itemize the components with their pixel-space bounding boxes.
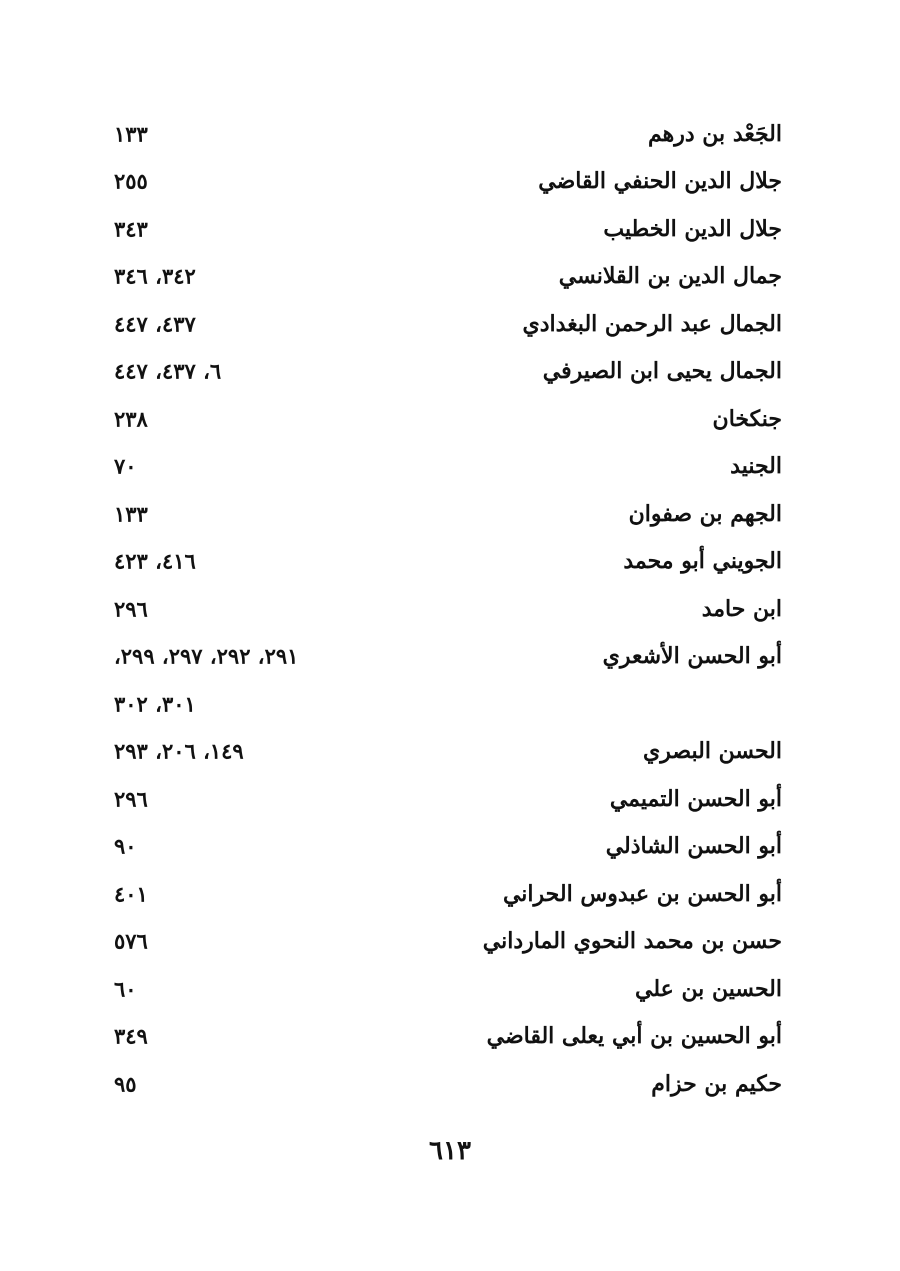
entry-page-numbers: ٣٠١، ٣٠٢ — [114, 691, 196, 717]
entry-name: حكيم بن حزام — [651, 1070, 782, 1097]
entry-page-numbers: ٢٩١، ٢٩٢، ٢٩٧، ٢٩٩، — [114, 643, 299, 669]
index-entry — [110, 300, 782, 348]
entry-page-numbers: ٤٠١ — [114, 881, 148, 907]
entry-page-numbers: ٢٥٥ — [114, 168, 148, 194]
entry-page-numbers: ٤١٦، ٤٢٣ — [114, 548, 196, 574]
entry-name: الجَعْد بن درهم — [647, 120, 782, 147]
entry-page-numbers: ٩٠ — [114, 833, 137, 859]
entry-page-numbers: ٧٠ — [114, 453, 137, 479]
entry-name: الحسين بن علي — [635, 975, 782, 1002]
index-entry — [110, 110, 782, 158]
entry-name: أبو الحسن التميمي — [609, 785, 782, 812]
entry-name: ابن حامد — [701, 595, 782, 622]
index-entry — [110, 205, 782, 253]
page-number: ٦١٣ — [429, 1136, 471, 1166]
index-entry — [110, 965, 782, 1013]
index-entry — [110, 253, 782, 301]
entry-name: أبو الحسن الشاذلي — [605, 833, 782, 860]
entry-name: جلال الدين الخطيب — [603, 215, 782, 242]
entry-name: أبو الحسين بن أبي يعلى القاضي — [486, 1023, 782, 1050]
index-entry-continuation — [110, 680, 782, 728]
index-entry — [110, 348, 782, 396]
entry-page-numbers: ١٤٩، ٢٠٦، ٢٩٣ — [114, 738, 244, 764]
index-entry — [110, 1060, 782, 1108]
entry-page-numbers: ٣٤٩ — [114, 1023, 148, 1049]
entry-page-numbers: ٦، ٤٣٧، ٤٤٧ — [114, 358, 222, 384]
entry-name: الجهم بن صفوان — [628, 500, 782, 527]
index-entry — [110, 158, 782, 206]
entry-page-numbers: ٦٠ — [114, 976, 137, 1002]
index-entry — [110, 918, 782, 966]
entry-page-numbers: ١٣٣ — [114, 121, 148, 147]
entry-name: الجويني أبو محمد — [623, 548, 782, 575]
entry-page-numbers: ٢٩٦ — [114, 596, 148, 622]
entry-name: الجنيد — [730, 453, 782, 480]
entry-page-numbers: ٣٤٢، ٣٤٦ — [114, 263, 196, 289]
entry-name: جلال الدين الحنفي القاضي — [538, 168, 782, 195]
index-entry — [110, 585, 782, 633]
entry-name: أبو الحسن بن عبدوس الحراني — [502, 880, 782, 907]
entry-page-numbers: ١٣٣ — [114, 501, 148, 527]
index-entry — [110, 870, 782, 918]
index-entry — [110, 490, 782, 538]
entry-name: جنكخان — [712, 405, 782, 432]
entry-name: أبو الحسن الأشعري — [602, 643, 782, 670]
entry-page-numbers: ٢٣٨ — [114, 406, 148, 432]
entry-page-numbers: ٢٩٦ — [114, 786, 148, 812]
entry-page-numbers: ٩٥ — [114, 1071, 137, 1097]
entry-name: الحسن البصري — [643, 738, 782, 765]
index-entry — [110, 633, 782, 681]
entry-name: الجمال عبد الرحمن البغدادي — [522, 310, 782, 337]
entry-page-numbers: ٤٣٧، ٤٤٧ — [114, 311, 196, 337]
index-entry — [110, 395, 782, 443]
entry-page-numbers: ٣٤٣ — [114, 216, 148, 242]
entry-name: حسن بن محمد النحوي المارداني — [482, 928, 782, 955]
index-entry — [110, 1013, 782, 1061]
index-entry — [110, 823, 782, 871]
entry-name: جمال الدين بن القلانسي — [558, 263, 782, 290]
index-entries-list — [110, 110, 782, 1108]
index-entry — [110, 728, 782, 776]
entry-page-numbers: ٥٧٦ — [114, 928, 148, 954]
index-entry — [110, 443, 782, 491]
index-entry — [110, 538, 782, 586]
index-entry — [110, 775, 782, 823]
entry-name: الجمال يحيى ابن الصيرفي — [542, 358, 782, 385]
